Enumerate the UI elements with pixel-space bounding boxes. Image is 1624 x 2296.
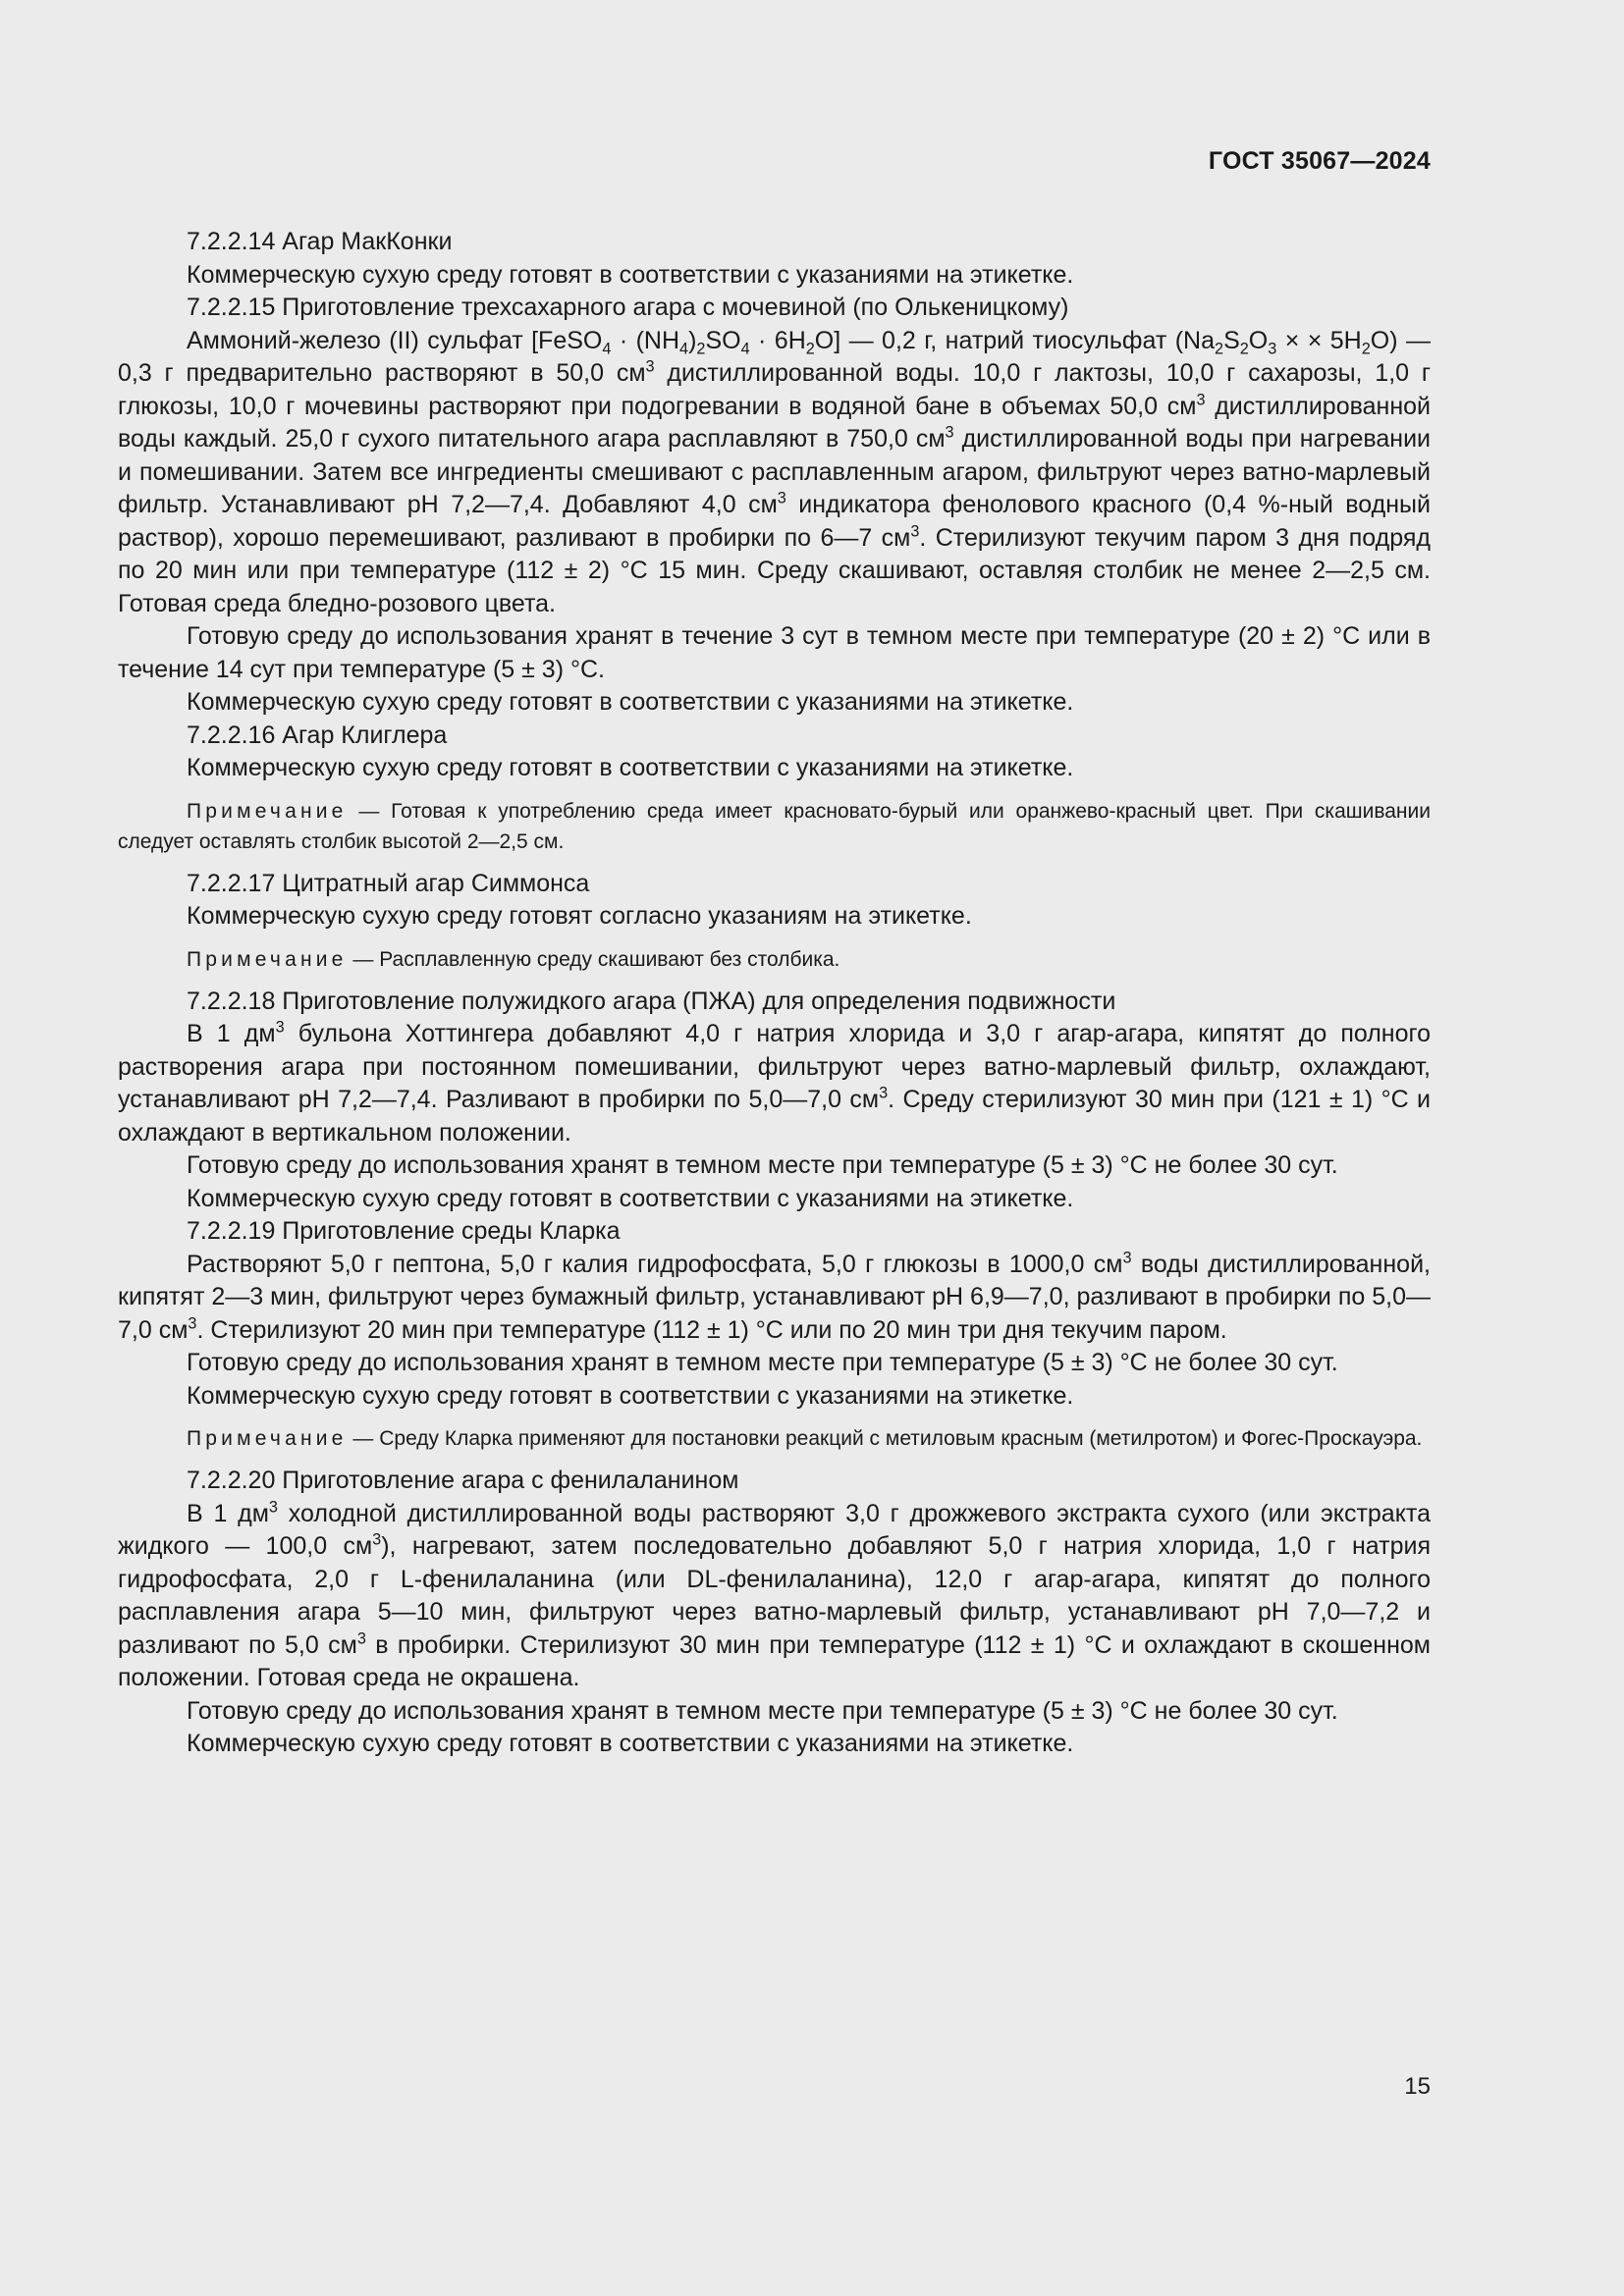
paragraph: Коммерческую сухую среду готовят в соответствии с указаниями на этикетке. bbox=[187, 1184, 1074, 1212]
page-number: 15 bbox=[1404, 2073, 1431, 2100]
note: Примечание — Готовая к употреблению среда имеет красновато-бурый или оранжево-красный цвет. При скашивании следует оставлять столбик высотой 2—2,5 см. bbox=[118, 799, 1431, 853]
document-body bbox=[118, 226, 1431, 1761]
paragraph: В 1 $дм^3$ бульона Хоттингера добавляют 4,0 г натрия хлорида и 3,0 г агар-агара, кипятят до полного растворения агара при постоянном помешивании, фильтруют через ватно-марлевый фильтр, охлаждают, устанавливают pH 7,2—7,4. Разливают в пробирки по 5,0—7,0 $см^3$. Среду стерилизуют 30 мин при (121 ± 1) °С и охлаждают в вертикальном положении. bbox=[118, 1018, 1432, 1147]
note: Примечание — Среду Кларка применяют для постановки реакций с метиловым красным (метилротом) и Фогес-Проскауэра. bbox=[187, 1427, 1423, 1450]
standard-header: ГОСТ 35067—2024 bbox=[1208, 147, 1431, 175]
paragraph: Коммерческую сухую среду готовят в соответствии с указаниями на этикетке. bbox=[187, 260, 1074, 289]
note-label: Примечание bbox=[187, 799, 348, 823]
paragraph: Готовую среду до использования хранят в темном месте при температуре (5 ± 3) °С не более 30 сут. bbox=[187, 1696, 1338, 1725]
paragraph: Коммерческую сухую среду готовят в соответствии с указаниями на этикетке. bbox=[187, 754, 1074, 781]
note: Примечание — Расплавленную среду скашивают без столбика. bbox=[187, 947, 840, 971]
paragraph: Аммоний-железо (II) сульфат [FeSO$_4$ · $(NH_4)_2SO_4 \cdot 6H_2O$] — 0,2 г, натрий тиосульфат ($Na_2S_2O_3$ × × $5H_2O$) — 0,3 г предварительно растворяют в 50,0 $см^3$ дистиллированной воды. 10,0 г лактозы, 10,0 г сахарозы, 1,0 г глюкозы, 10,0 г мочевины растворяют при подогревании в водяной бане в объемах 50,0 $см^3$ дистиллированной воды каждый. 25,0 г сухого питательного агара расплавляют в 750,0 $см^3$ дистиллированной воды при нагревании и помешивании. Затем все ингредиенты смешивают с расплавленным агаром, фильтруют через ватно-марлевый фильтр. Устанавливают pH 7,2—7,4. Добавляют 4,0 $см^3$ индикатора фенолового красного (0,4 %-ный водный раствор), хорошо перемешивают, разливают в пробирки по 6—7 $см^3$. Стерилизуют текучим паром 3 дня подряд по 20 мин или при температуре (112 ± 2) °С 15 мин. Среду скашивают, оставляя столбик не менее 2—2,5 см. Готовая среда бледно-розового цвета. bbox=[118, 326, 1431, 617]
section-heading: 7.2.2.14 Агар МакКонки bbox=[187, 228, 453, 255]
section-heading: 7.2.2.20 Приготовление агара с фенилаланином bbox=[187, 1467, 739, 1494]
section-heading: 7.2.2.18 Приготовление полужидкого агара (ПЖА) для определения подвижности bbox=[187, 987, 1116, 1015]
section-heading: 7.2.2.17 Цитратный агар Симмонса bbox=[187, 869, 590, 897]
paragraph: Готовую среду до использования хранят в течение 3 сут в темном месте при температуре (20 ± 2) °С или в течение 14 сут при температуре (5 ± 3) °С. bbox=[118, 622, 1431, 683]
paragraph: Коммерческую сухую среду готовят согласно указаниям на этикетке. bbox=[187, 902, 972, 930]
paragraph: Коммерческую сухую среду готовят в соответствии с указаниями на этикетке. bbox=[187, 688, 1074, 716]
note-label: Примечание bbox=[187, 947, 348, 971]
note-label: Примечание bbox=[187, 1427, 348, 1450]
document-page bbox=[118, 0, 1431, 2296]
section-heading: 7.2.2.15 Приготовление трехсахарного агара с мочевиной (по Олькеницкому) bbox=[187, 294, 1069, 321]
paragraph: Растворяют 5,0 г пептона, 5,0 г калия гидрофосфата, 5,0 г глюкозы в 1000,0 $см^3$ воды дистиллированной, кипятят 2—3 мин, фильтруют через бумажный фильтр, устанавливают pH 6,9—7,0, разливают в пробирки по 5,0—7,0 $см^3$. Стерилизуют 20 мин при температуре (112 ± 1) °С или по 20 мин три дня текучим паром. bbox=[118, 1248, 1431, 1344]
section-heading: 7.2.2.19 Приготовление среды Кларка bbox=[187, 1217, 621, 1245]
section-heading: 7.2.2.16 Агар Клиглера bbox=[187, 721, 448, 749]
paragraph: Коммерческую сухую среду готовят в соответствии с указаниями на этикетке. bbox=[187, 1381, 1074, 1410]
paragraph: Готовую среду до использования хранят в темном месте при температуре (5 ± 3) °С не более 30 сут. bbox=[187, 1151, 1338, 1179]
paragraph: В 1 $дм^3$ холодной дистиллированной воды растворяют 3,0 г дрожжевого экстракта сухого (или экстракта жидкого — 100,0 $см^3$), нагревают, затем последовательно добавляют 5,0 г натрия хлорида, 1,0 г натрия гидрофосфата, 2,0 г L-фенилаланина (или DL-фенилаланина), 12,0 г агар-агара, кипятят до полного расплавления агара 5—10 мин, фильтруют через ватно-марлевый фильтр, устанавливают pH 7,0—7,2 и разливают по 5,0 $см^3$ в пробирки. Стерилизуют 30 мин при температуре (112 ± 1) °С и охлаждают в скошенном положении. Готовая среда не окрашена. bbox=[118, 1497, 1431, 1691]
paragraph: Готовую среду до использования хранят в темном месте при температуре (5 ± 3) °С не более 30 сут. bbox=[187, 1349, 1338, 1376]
paragraph: Коммерческую сухую среду готовят в соответствии с указаниями на этикетке. bbox=[187, 1730, 1074, 1757]
